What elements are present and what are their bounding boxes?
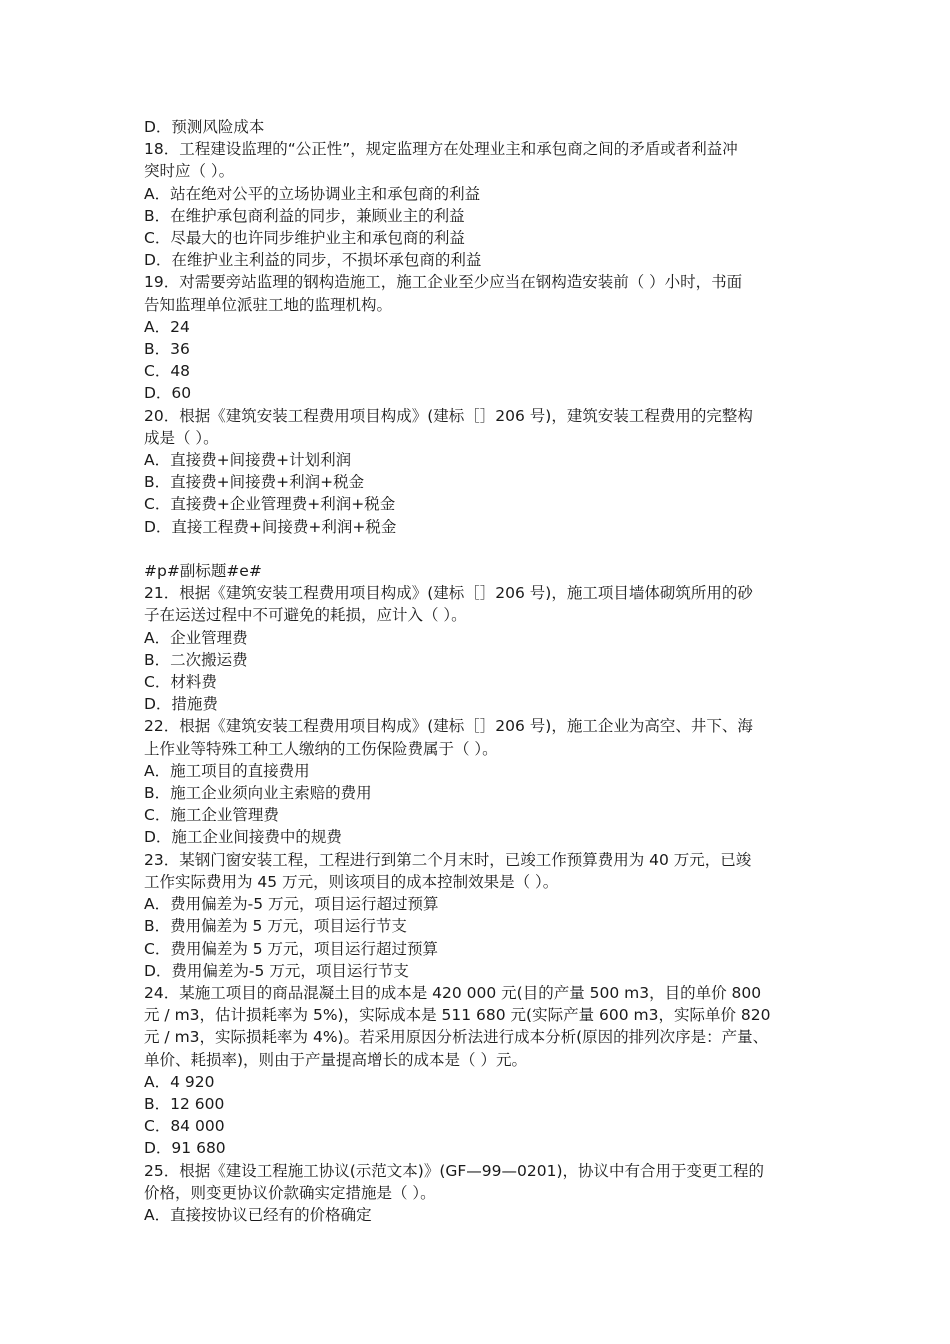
option-c: C．直接费+企业管理费+利润+税金 (144, 495, 396, 514)
option-b: B．12 600 (144, 1094, 225, 1113)
option-b: B．在维护承包商利益的同步，兼顾业主的利益 (144, 206, 465, 225)
option-d: D．直接工程费+间接费+利润+税金 (144, 517, 397, 536)
question-25-stem: 价格，则变更协议价款确实定措施是（ ）。 (144, 1183, 436, 1202)
option-c: C．84 000 (144, 1117, 225, 1136)
option-c: C．材料费 (144, 673, 217, 692)
question-24-stem: 元 / m3，实际损耗率为 4%)。若采用原因分析法进行成本分析(原因的排列次序是：产量、 (144, 1028, 769, 1047)
option-b: B．二次搬运费 (144, 650, 248, 669)
document-body (144, 116, 812, 1226)
option-a: A．费用偏差为-5 万元，项目运行超过预算 (144, 895, 439, 914)
option-c: C．尽最大的也许同步维护业主和承包商的利益 (144, 229, 465, 248)
option-d: D．施工企业间接费中的规费 (144, 828, 342, 847)
question-21-stem: 子在运送过程中不可避免的耗损，应计入（ ）。 (144, 606, 467, 625)
subtitle-marker: #p#副标题#e# (144, 562, 262, 581)
question-19-stem: 告知监理单位派驻工地的监理机构。 (144, 295, 393, 314)
question-24-stem: 单价、耗损率)，则由于产量提高增长的成本是（ ）元。 (144, 1050, 527, 1069)
option-b: B．36 (144, 340, 190, 359)
question-20-stem: 20．根据《建筑安装工程费用项目构成》(建标［］206 号)，建筑安装工程费用的完整构 (144, 406, 753, 425)
question-20-stem: 成是（ ）。 (144, 428, 219, 447)
option-c: C．施工企业管理费 (144, 806, 279, 825)
option-a: A．站在绝对公平的立场协调业主和承包商的利益 (144, 184, 481, 203)
option-b: B．费用偏差为 5 万元，项目运行节支 (144, 917, 407, 936)
question-22-stem: 上作业等特殊工种工人缴纳的工伤保险费属于（ ）。 (144, 739, 498, 758)
question-23-stem: 23．某钢门窗安装工程，工程进行到第二个月末时，已竣工作预算费用为 40 万元，已竣 (144, 850, 752, 869)
question-19-stem: 19．对需要旁站监理的钢构造施工，施工企业至少应当在钢构造安装前（ ）小时，书面 (144, 273, 743, 292)
option-c: C．48 (144, 362, 191, 381)
blank-line (144, 538, 812, 560)
option-d: D．在维护业主利益的同步，不损坏承包商的利益 (144, 251, 482, 270)
question-23-stem: 工作实际费用为 45 万元，则该项目的成本控制效果是（ ）。 (144, 872, 559, 891)
question-22-stem: 22．根据《建筑安装工程费用项目构成》(建标［］206 号)，施工企业为高空、井下、海 (144, 717, 753, 736)
option-d: D．费用偏差为-5 万元，项目运行节支 (144, 961, 409, 980)
question-25-stem: 25．根据《建设工程施工协议(示范文本)》(GF—99—0201)，协议中有合用于变更工程的 (144, 1161, 765, 1180)
option-a: A．4 920 (144, 1072, 215, 1091)
option-a: A．企业管理费 (144, 628, 248, 647)
option-a: A．直接按协议已经有的价格确定 (144, 1205, 372, 1224)
option-c: C．费用偏差为 5 万元，项目运行超过预算 (144, 939, 439, 958)
option-d: D．措施费 (144, 695, 218, 714)
question-24-stem: 24．某施工项目的商品混凝土目的成本是 420 000 元(目的产量 500 m3，目的单价 800 (144, 983, 762, 1002)
option-a: A．直接费+间接费+计划利润 (144, 451, 352, 470)
option-a: A．24 (144, 317, 190, 336)
question-18-stem: 18．工程建设监理的“公正性”，规定监理方在处理业主和承包商之间的矛盾或者利益冲 (144, 140, 738, 159)
question-18-stem: 突时应（ ）。 (144, 162, 235, 181)
question-21-stem: 21．根据《建筑安装工程费用项目构成》(建标［］206 号)，施工项目墙体砌筑所用的砂 (144, 584, 753, 603)
option-b: B．施工企业须向业主索赔的费用 (144, 784, 372, 803)
text-line: D．预测风险成本 (144, 118, 265, 136)
option-d: D．60 (144, 384, 192, 403)
option-d: D．91 680 (144, 1139, 226, 1158)
option-a: A．施工项目的直接费用 (144, 761, 310, 780)
option-b: B．直接费+间接费+利润+税金 (144, 473, 365, 492)
question-24-stem: 元 / m3，估计损耗率为 5%)，实际成本是 511 680 元(实际产量 600 m3，实际单价 820 (144, 1006, 771, 1025)
